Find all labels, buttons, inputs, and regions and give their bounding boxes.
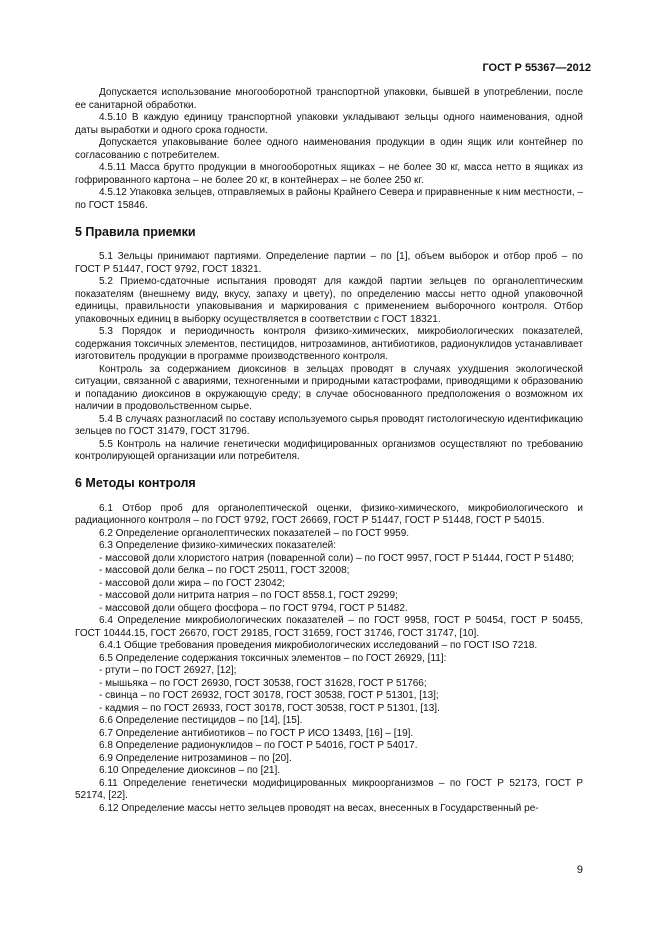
paragraph: 4.5.11 Масса брутто продукции в многооборотных ящиках – не более 30 кг, масса нетто в ящиках из гофрированного картона – не более 20 кг, в контейнерах – не более 250 кг. <box>75 162 583 186</box>
paragraph: 6.8 Определение радионуклидов – по ГОСТ Р 54016, ГОСТ Р 54017. <box>99 740 418 751</box>
paragraph: 5.3 Порядок и периодичность контроля физико-химических, микробиологических показателей, содержания токсичных элементов, пестицидов, нитрозаминов, антибиотиков, радионуклидов устанавливает изготовитель продукции в программе производственного контроля. <box>75 326 583 362</box>
paragraph: 6.6 Определение пестицидов – по [14], [15]. <box>99 715 303 726</box>
paragraph: 6.3 Определение физико-химических показателей: <box>99 540 337 551</box>
paragraph: 6.9 Определение нитрозаминов – по [20]. <box>99 752 292 764</box>
section-6-heading: 6 Методы контроля <box>75 475 196 490</box>
paragraph: 6.7 Определение антибиотиков – по ГОСТ Р ИСО 13493, [16] – [19]. <box>99 727 414 739</box>
list-item: - массовой доли нитрита натрия – по ГОСТ 8558.1, ГОСТ 29299; <box>99 590 398 601</box>
list-item: - массовой доли общего фосфора – по ГОСТ 9794, ГОСТ Р 51482. <box>99 602 408 614</box>
paragraph: Контроль за содержанием диоксинов в зельцах проводят в случаях ухудшения экологической ситуации, связанной с авариями, техногенными и природными катастрофами, приводящими к образованию и попаданию диоксинов в окружающую среду; в случае обоснованного предположения о возможном их наличии в продовольственном сырье. <box>75 363 583 412</box>
list-item: - мышьяка – по ГОСТ 26930, ГОСТ 30538, ГОСТ 31628, ГОСТ Р 51766; <box>99 677 427 689</box>
paragraph: 4.5.10 В каждую единицу транспортной упаковки укладывают зельцы одного наименования, одной даты выработки и одного срока годности. <box>75 112 583 136</box>
document-body <box>75 87 583 815</box>
page-number: 9 <box>576 864 583 876</box>
paragraph: 6.4 Определение микробиологических показателей – по ГОСТ 9958, ГОСТ Р 50454, ГОСТ Р 50455, ГОСТ 10444.15, ГОСТ 26670, ГОСТ 29185, ГОСТ 31659, ГОСТ 31746, ГОСТ 31747, [10]. <box>75 615 583 639</box>
list-item: - массовой доли хлористого натрия (поваренной соли) – по ГОСТ 9957, ГОСТ Р 51444, ГОСТ Р 51480; <box>99 552 575 564</box>
paragraph: 6.5 Определение содержания токсичных элементов – по ГОСТ 26929, [11]: <box>99 652 447 664</box>
paragraph: 5.2 Приемо-сдаточные испытания проводят для каждой партии зельцев по органолептическим показателям (внешнему виду, вкусу, запаху и цвету), по определению массы нетто одной упаковочной единицы, правильности упаковывания и маркирования с применением выборочного контроля. Отбор упаковочных единиц в выборку осуществляется в соответствии с ГОСТ 18321. <box>75 276 583 325</box>
paragraph: 6.1 Отбор проб для органолептической оценки, физико-химического, микробиологического и радиационного контроля – по ГОСТ 9792, ГОСТ 26669, ГОСТ Р 51447, ГОСТ Р 51448, ГОСТ Р 54015. <box>75 502 583 526</box>
list-item: - кадмия – по ГОСТ 26933, ГОСТ 30178, ГОСТ 30538, ГОСТ Р 51301, [13]. <box>99 702 440 714</box>
paragraph: 6.10 Определение диоксинов – по [21]. <box>99 765 281 776</box>
paragraph: 5.1 Зельцы принимают партиями. Определение партии – по [1], объем выборок и отбор проб – по ГОСТ Р 51447, ГОСТ 9792, ГОСТ 18321. <box>75 251 583 275</box>
section-5-heading: 5 Правила приемки <box>75 225 196 239</box>
paragraph: 6.11 Определение генетически модифицированных микроорганизмов – по ГОСТ Р 52173, ГОСТ Р 52174, [22]. <box>75 777 583 801</box>
document-code: ГОСТ Р 55367—2012 <box>482 62 591 74</box>
list-item: - свинца – по ГОСТ 26932, ГОСТ 30178, ГОСТ 30538, ГОСТ Р 51301, [13]; <box>99 690 439 701</box>
paragraph: Допускается использование многооборотной транспортной упаковки, бывшей в употреблении, после ее санитарной обработки. <box>75 87 583 111</box>
paragraph: 6.4.1 Общие требования проведения микробиологических исследований – по ГОСТ ISO 7218. <box>99 640 538 651</box>
list-item: - массовой доли жира – по ГОСТ 23042; <box>99 577 285 589</box>
list-item: - массовой доли белка – по ГОСТ 25011, ГОСТ 32008; <box>99 565 350 576</box>
paragraph: 6.2 Определение органолептических показателей – по ГОСТ 9959. <box>99 527 410 539</box>
paragraph: 5.5 Контроль на наличие генетически модифицированных организмов осуществляют по требованию контролирующей организации или потребителя. <box>75 438 583 462</box>
paragraph: Допускается упаковывание более одного наименования продукции в один ящик или контейнер по согласованию с потребителем. <box>75 137 583 161</box>
paragraph: 6.12 Определение массы нетто зельцев проводят на весах, внесенных в Государственный ре- <box>99 802 539 814</box>
paragraph: 5.4 В случаях разногласий по составу используемого сырья проводят гистологическую идентификацию зельцев по ГОСТ 31479, ГОСТ 31796. <box>75 413 583 437</box>
list-item: - ртути – по ГОСТ 26927, [12]; <box>99 665 237 676</box>
paragraph: 4.5.12 Упаковка зельцев, отправляемых в районы Крайнего Севера и приравненные к ним местности, – по ГОСТ 15846. <box>75 187 583 211</box>
